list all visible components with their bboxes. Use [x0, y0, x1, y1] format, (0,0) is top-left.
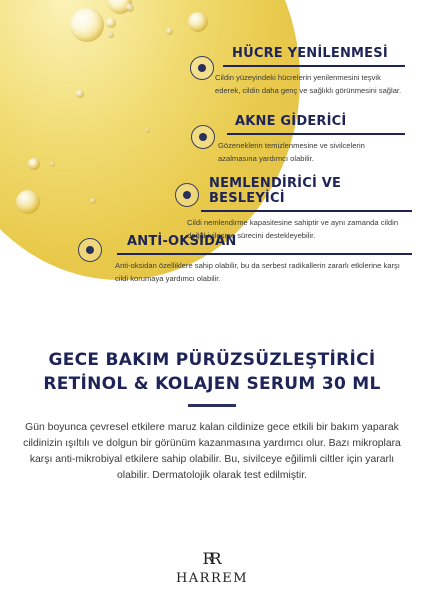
- feature-text: Cildin yüzeyindeki hücrelerin yenilenmesini teşvik ederek, cildin daha genç ve sağlıklı görünmesini sağlar.: [215, 73, 402, 95]
- bubble: [76, 90, 84, 98]
- feature-title: HÜCRE YENİLENMESİ: [232, 46, 388, 61]
- feature-underline: [201, 210, 412, 212]
- feature-underline: [227, 133, 405, 135]
- feature-title: AKNE GİDERİCİ: [235, 114, 347, 129]
- bubble: [145, 128, 150, 133]
- feature-title: NEMLENDİRİCİ VE BESLEYİCİ: [209, 176, 342, 206]
- bubble: [90, 198, 96, 204]
- bullet-dot-icon: [175, 183, 199, 207]
- bullet-dot-icon: [78, 238, 102, 262]
- title-divider: [188, 404, 236, 407]
- bullet-dot-icon: [191, 125, 215, 149]
- brand-logo: [0, 549, 424, 586]
- bubble: [50, 162, 55, 167]
- product-title-line-2: RETİNOL & KOLAJEN SERUM 30 ML: [43, 374, 381, 394]
- product-description: Gün boyunca çevresel etkilere maruz kalan cildinize gece etkili bir bakım yaparak cildinizin ışıltılı ve dolgun bir görünüm kazanmasına yardımcı olur. Bazı mikroplara karşı anti-mikrobiyal etkilere sahip olabilir. Bu, sivilceye eğilimli ciltler için yararlı olabilir. Dermatolojik olarak test edilmiştir.: [23, 422, 401, 481]
- bubble: [28, 158, 40, 170]
- brand-name: HARREM: [175, 571, 249, 586]
- feature-text: Anti-oksidan özelliklere sahip olabilir, bu da serbest radikallerin zararlı etkilerine karşı cildi korumaya yardımcı olabilir.: [115, 261, 400, 283]
- bubble: [166, 28, 173, 35]
- product-title-line-1: GECE BAKIM PÜRÜZSÜZLEŞTİRİCİ: [48, 350, 376, 370]
- feature-moisturizing: [187, 176, 412, 242]
- product-title: [0, 348, 424, 396]
- feature-underline: [117, 253, 412, 255]
- feature-text: Cildi nemlendirme kapasitesine sahiptir ve aynı zamanda cildin doğal iyileşme sürecini destekleyebilir.: [187, 218, 399, 240]
- bubble: [106, 18, 116, 28]
- bubble: [108, 32, 114, 38]
- bubble: [126, 4, 134, 12]
- bubble: [16, 190, 40, 214]
- feature-cell-renewal: [205, 46, 405, 97]
- feature-underline: [223, 65, 405, 67]
- brand-monogram: RR: [202, 549, 217, 568]
- bubble: [188, 12, 208, 32]
- feature-acne: [205, 114, 405, 165]
- feature-antioxidant: [115, 234, 412, 285]
- feature-title: ANTİ-OKSİDAN: [127, 234, 237, 249]
- bubble: [70, 8, 104, 42]
- bullet-dot-icon: [190, 56, 214, 80]
- feature-text: Gözeneklerin temizlenmesine ve sivilcelerin azalmasına yardımcı olabilir.: [218, 141, 365, 163]
